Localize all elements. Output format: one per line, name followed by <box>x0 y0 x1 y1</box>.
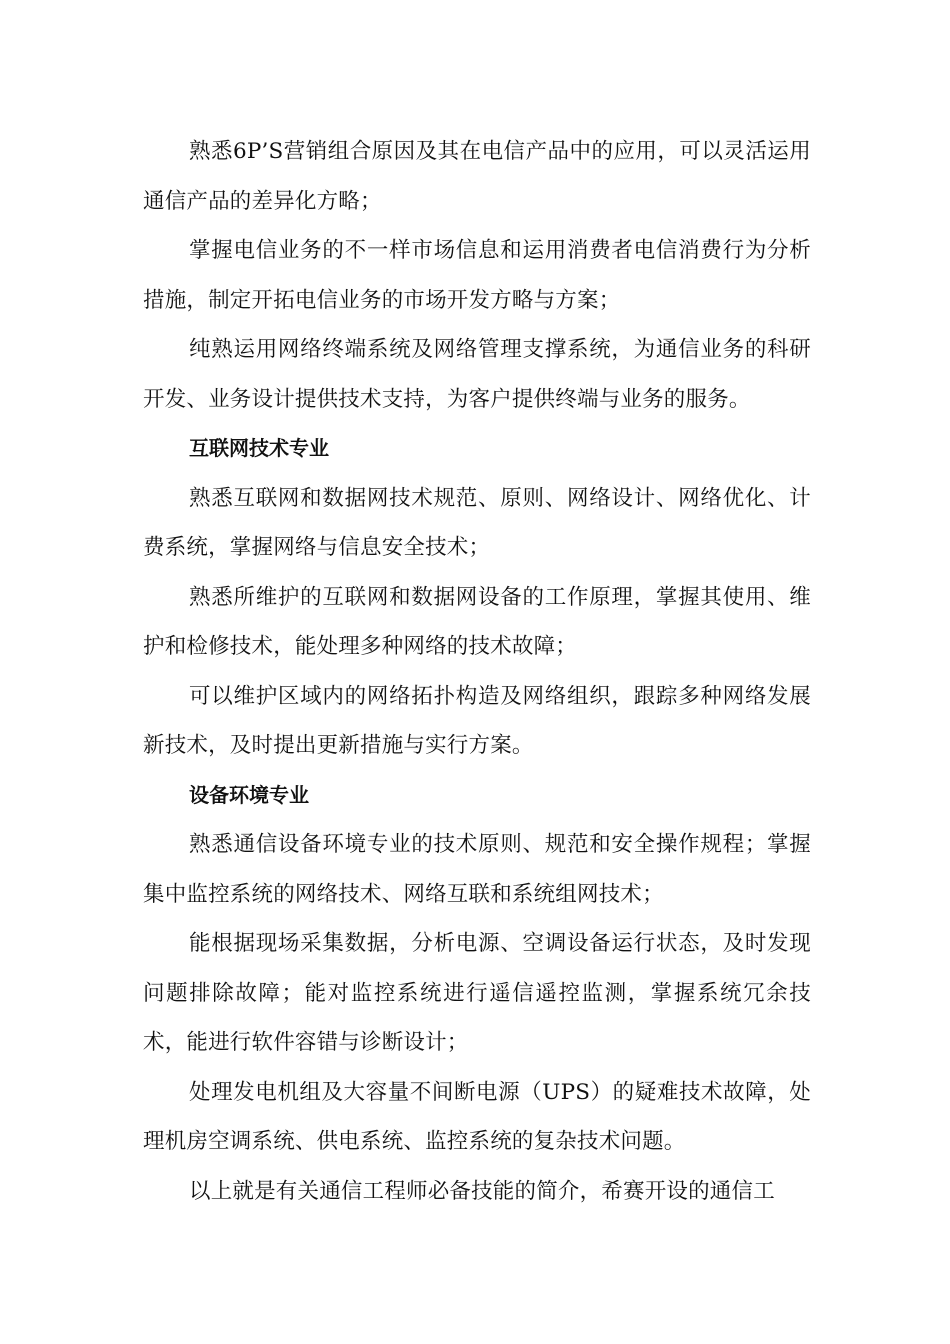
paragraph-equipment-maintenance: 熟悉所维护的互联网和数据网设备的工作原理，掌握其使用、维护和检修技术，能处理多种网络的技术故障； <box>143 584 811 659</box>
paragraph-marketing-mix: 熟悉6P’S营销组合原因及其在电信产品中的应用，可以灵活运用通信产品的差异化方略； <box>143 139 811 214</box>
paragraph-internet-standards: 熟悉互联网和数据网技术规范、原则、网络设计、网络优化、计费系统，掌握网络与信息安全技术； <box>143 485 811 560</box>
paragraph-environment-standards: 熟悉通信设备环境专业的技术原则、规范和安全操作规程；掌握集中监控系统的网络技术、网络互联和系统组网技术； <box>143 832 811 907</box>
paragraph-market-analysis: 掌握电信业务的不一样市场信息和运用消费者电信消费行为分析措施，制定开拓电信业务的市场开发方略与方案； <box>143 238 811 313</box>
paragraph-summary: 以上就是有关通信工程师必备技能的简介，希赛开设的通信工 <box>189 1178 775 1204</box>
document-body <box>143 127 811 1216</box>
section-heading-environment: 设备环境专业 <box>189 782 309 807</box>
paragraph-ups-faults: 处理发电机组及大容量不间断电源（UPS）的疑难技术故障，处理机房空调系统、供电系统、监控系统的复杂技术问题。 <box>143 1079 811 1154</box>
paragraph-network-topology: 可以维护区域内的网络拓扑构造及网络组织，跟踪多种网络发展新技术，及时提出更新措施与实行方案。 <box>143 683 811 758</box>
section-heading-internet: 互联网技术专业 <box>189 436 329 460</box>
paragraph-terminal-systems: 纯熟运用网络终端系统及网络管理支撑系统，为通信业务的科研开发、业务设计提供技术支持，为客户提供终端与业务的服务。 <box>143 337 811 412</box>
paragraph-power-monitoring: 能根据现场采集数据，分析电源、空调设备运行状态，及时发现问题排除故障；能对监控系统进行遥信遥控监测，掌握系统冗余技术，能进行软件容错与诊断设计； <box>143 931 811 1055</box>
